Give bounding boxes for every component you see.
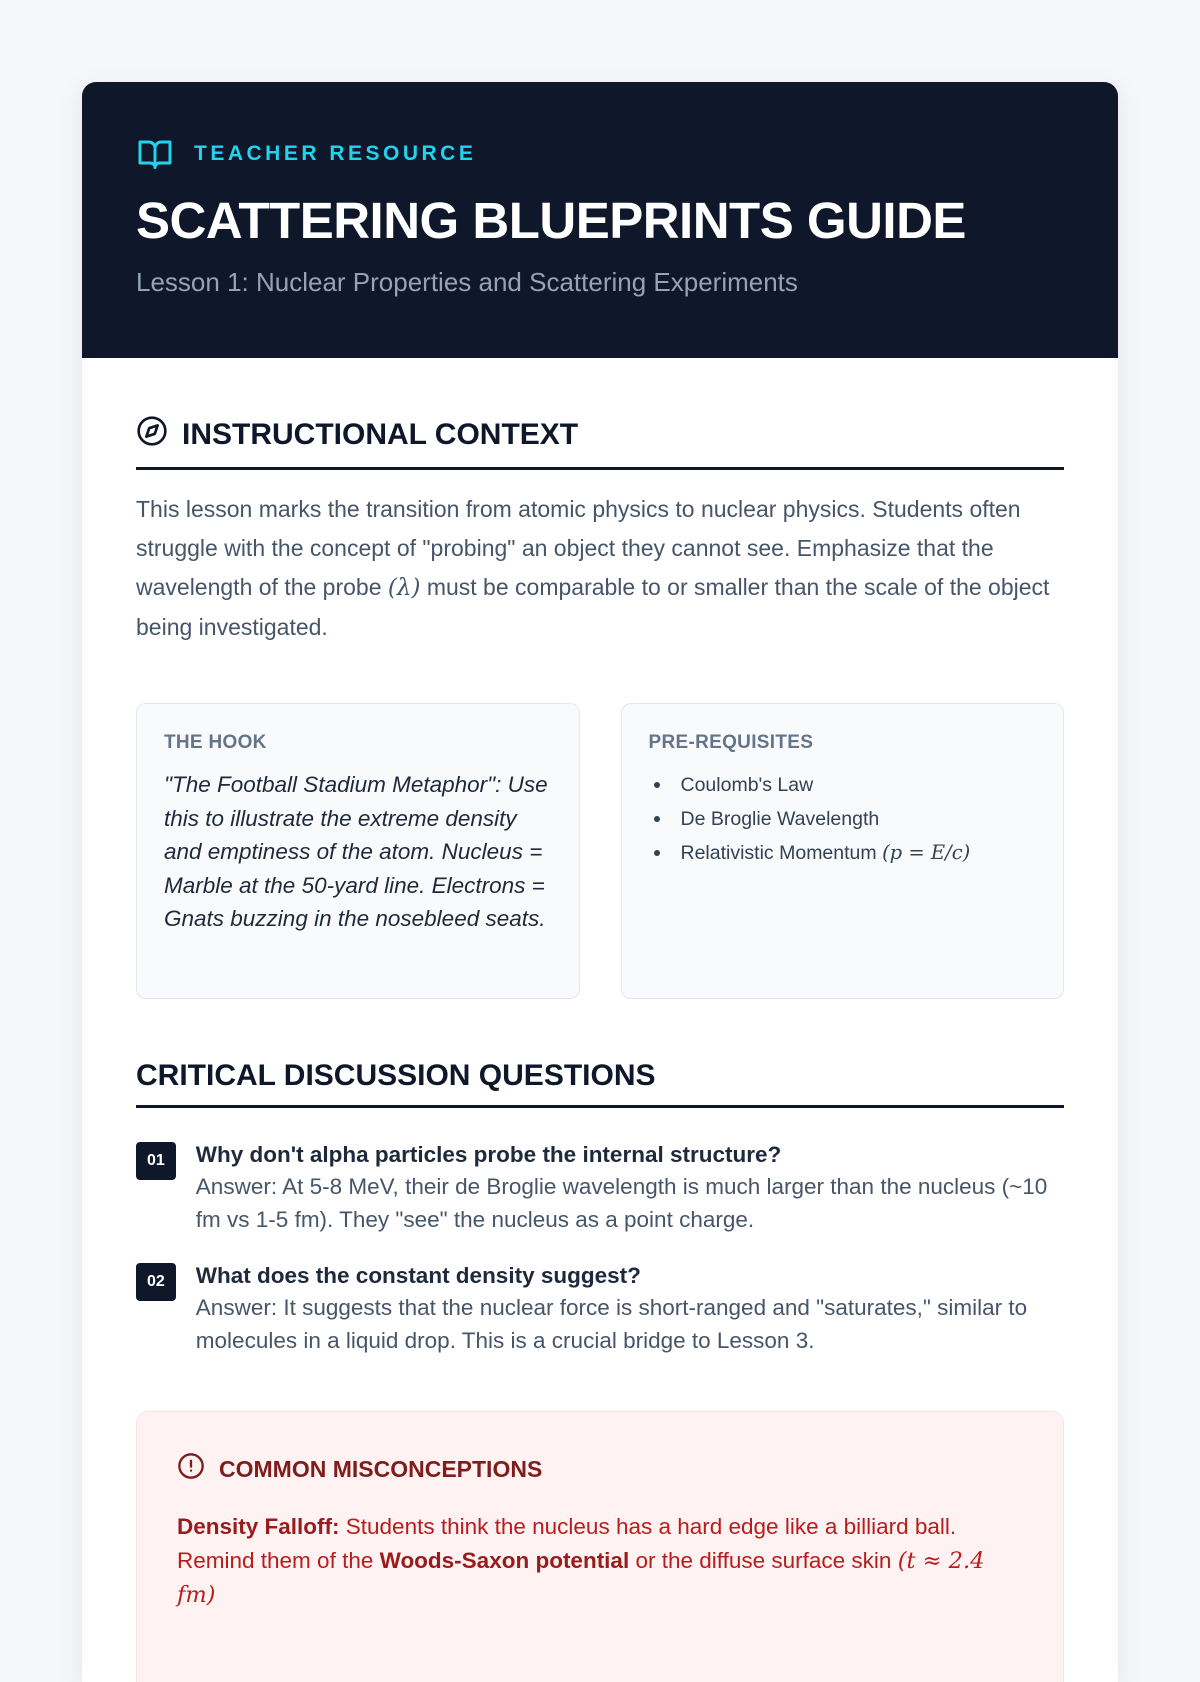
- intro-text-part1: This lesson marks the transition from atomic physics to nuclear physics. Students often struggle with the concept of "probing" an object they cannot see. Emphasize that the wavelength of the probe: [136, 496, 1021, 600]
- misconceptions-title: COMMON MISCONCEPTIONS: [219, 1455, 543, 1482]
- discussion-questions-title: CRITICAL DISCUSSION QUESTIONS: [136, 1059, 656, 1092]
- instructional-context-heading: [136, 415, 1064, 470]
- prerequisites-list: [649, 768, 1037, 870]
- list-item: [649, 768, 1037, 802]
- eyebrow: [136, 136, 1064, 172]
- guide-card: [82, 82, 1118, 1682]
- lambda-symbol: (λ): [387, 575, 421, 601]
- guide-content: [82, 415, 1118, 1682]
- misconception-term: Density Falloff:: [177, 1514, 340, 1539]
- prerequisite-label: De Broglie Wavelength: [680, 808, 880, 830]
- eyebrow-label: TEACHER RESOURCE: [194, 142, 477, 165]
- misconception-text-part2: or the diffuse surface skin: [629, 1547, 898, 1573]
- question-number-badge: 01: [136, 1142, 176, 1180]
- misconception-highlight: Woods-Saxon potential: [379, 1547, 630, 1573]
- misconceptions-panel: [136, 1411, 1064, 1682]
- page-subtitle: Lesson 1: Nuclear Properties and Scattering Experiments: [136, 267, 798, 298]
- instructional-context-title: INSTRUCTIONAL CONTEXT: [182, 418, 579, 451]
- question-body: [196, 1261, 1064, 1357]
- hook-text: "The Football Stadium Metaphor": Use this to illustrate the extreme density and emptiness of the atom. Nucleus = Marble at the 50-yard line. Electrons = Gnats buzzing in the nosebleed seats.: [164, 772, 548, 931]
- momentum-formula: (p = E/c): [882, 841, 971, 864]
- question-body: [196, 1140, 1064, 1236]
- question-item: [136, 1261, 1064, 1357]
- guide-header: [82, 82, 1118, 358]
- prerequisites-label: PRE-REQUISITES: [648, 732, 814, 753]
- intro-text-part2: must be comparable to or smaller than the scale of the object being investigated.: [136, 574, 1050, 640]
- prerequisite-label: Relativistic Momentum: [680, 842, 877, 864]
- question-number-badge: 02: [136, 1263, 176, 1301]
- bullet-icon: [654, 816, 660, 822]
- alert-circle-icon: [177, 1452, 205, 1486]
- surface-thickness-formula: (t ≈ 2.4 fm): [177, 1547, 985, 1608]
- prerequisite-label: Coulomb's Law: [680, 774, 814, 796]
- hook-box: [136, 703, 580, 999]
- discussion-questions-heading: [136, 1059, 1064, 1108]
- question-text: What does the constant density suggest?: [195, 1263, 641, 1288]
- list-item: [649, 836, 1037, 870]
- hook-label: THE HOOK: [164, 732, 267, 753]
- book-open-icon: [136, 136, 174, 172]
- bullet-icon: [654, 850, 660, 856]
- info-boxes: [136, 703, 1064, 999]
- misconception-text: [177, 1510, 1023, 1613]
- list-item: [649, 802, 1037, 836]
- answer-text: Answer: At 5-8 MeV, their de Broglie wavelength is much larger than the nucleus (~10 fm vs 1-5 fm). They "see" the nucleus as a point charge.: [195, 1174, 1048, 1232]
- answer-text: Answer: It suggests that the nuclear force is short-ranged and "saturates," similar to molecules in a liquid drop. This is a crucial bridge to Lesson 3.: [195, 1295, 1028, 1353]
- misconception-text-part1: Students think the nucleus has a hard edge like a billiard ball. Remind them of the: [177, 1514, 957, 1573]
- intro-paragraph: [136, 490, 1064, 647]
- compass-icon: [136, 415, 168, 455]
- misconceptions-heading: [177, 1452, 1023, 1486]
- question-text: Why don't alpha particles probe the internal structure?: [195, 1142, 782, 1167]
- bullet-icon: [654, 782, 660, 788]
- question-item: [136, 1140, 1064, 1236]
- page-title: SCATTERING BLUEPRINTS GUIDE: [136, 192, 966, 249]
- prerequisites-box: [621, 703, 1065, 999]
